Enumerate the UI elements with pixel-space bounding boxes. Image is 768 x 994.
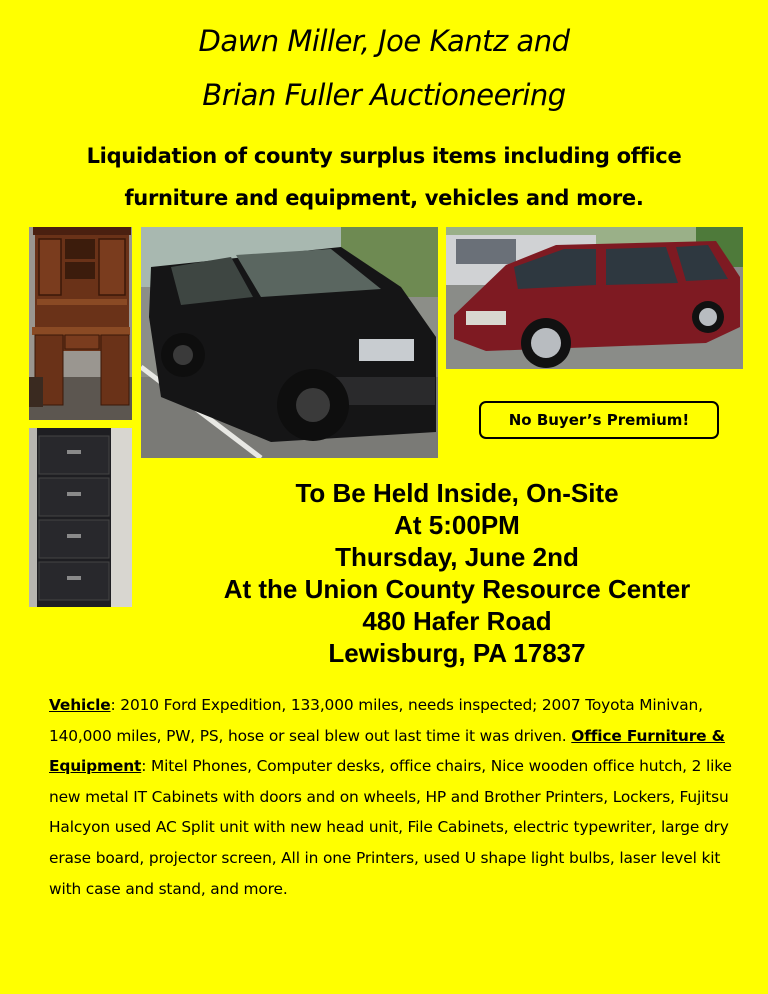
office-furniture-details: : Mitel Phones, Computer desks, office chairs, Nice wooden office hutch, 2 like new metal IT Cabinets with doors and on wheels, HP and Brother Printers, Lockers, Fujitsu Halcyon used AC Split unit with new head unit, File Cabinets, electric typewriter, large dry erase board, projector screen, All in one Printers, used U shape light bulbs, laser level kit with case and stand, and more. — [49, 757, 732, 898]
black-ford-expedition-photo — [141, 227, 438, 458]
auctioneer-title-line-1: Dawn Miller, Joe Kantz and — [198, 24, 570, 58]
event-location-note: To Be Held Inside, On-Site — [295, 478, 619, 508]
red-toyota-minivan-photo — [446, 227, 743, 369]
event-city-state-zip: Lewisburg, PA 17837 — [328, 638, 586, 668]
event-date: Thursday, June 2nd — [335, 542, 579, 572]
no-buyers-premium-badge: No Buyer’s Premium! — [479, 401, 719, 439]
wooden-hutch-photo — [29, 227, 132, 420]
subtitle-line-2: furniture and equipment, vehicles and more. — [124, 186, 644, 210]
event-venue: At the Union County Resource Center — [223, 574, 691, 604]
auctioneer-title-line-2: Brian Fuller Auctioneering — [202, 78, 566, 112]
vehicle-details: : 2010 Ford Expedition, 133,000 miles, needs inspected; 2007 Toyota Minivan, 140,000 miles, PW, PS, hose or seal blew out last time it was driven. — [49, 696, 703, 745]
office-furniture-label: Office Furniture & Equipment — [49, 726, 725, 776]
event-time: At 5:00PM — [394, 510, 520, 540]
event-street-address: 480 Hafer Road — [362, 606, 552, 636]
metal-file-cabinet-photo — [29, 428, 132, 607]
subtitle-line-1: Liquidation of county surplus items including office — [86, 144, 682, 168]
item-description — [49, 690, 739, 904]
vehicle-label: Vehicle — [49, 696, 111, 714]
